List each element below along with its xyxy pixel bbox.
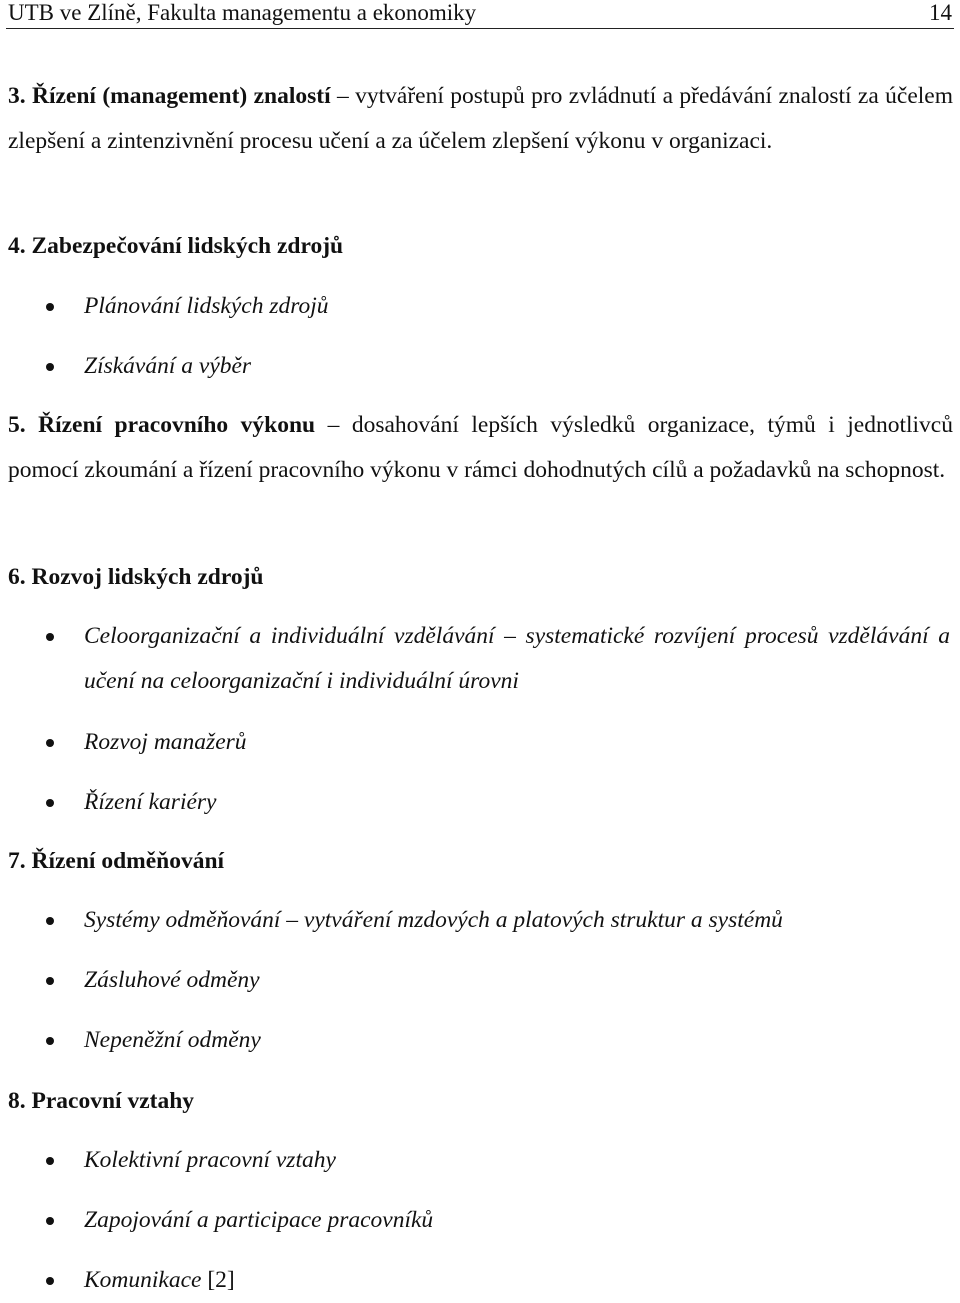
list-item-text: Nepeněžní odměny	[84, 1027, 261, 1053]
section-5-text: – dosahování lepších výsledků organizace, týmů i jednotlivců pomocí zkoumání a řízení pracovního výkonu v rámci dohodnutých cílů a požadavků na schopnost.	[8, 412, 953, 483]
header-school: UTB ve Zlíně, Fakulta managementu a ekonomiky	[8, 0, 477, 25]
list-item-text: Zapojování a participace pracovníků	[84, 1207, 434, 1233]
bullet-icon	[46, 1037, 54, 1045]
list-item-text: Zásluhové odměny	[84, 967, 260, 993]
section-7-title: 7. Řízení odměňování	[8, 848, 225, 874]
section-5-title: 5. Řízení pracovního výkonu	[8, 412, 316, 438]
bullet-icon	[46, 1217, 54, 1225]
list-item-text: Řízení kariéry	[84, 789, 217, 815]
bullet-icon	[46, 739, 54, 747]
bullet-icon	[46, 1277, 54, 1285]
section-4-title: 4. Zabezpečování lidských zdrojů	[8, 233, 344, 259]
section-3-text: – vytváření postupů pro zvládnutí a předávání znalostí za účelem zlepšení a zintenzivnění procesu učení a za účelem zlepšení výkonu v organizaci.	[8, 83, 953, 154]
list-item-text: Plánování lidských zdrojů	[84, 293, 329, 319]
bullet-icon	[46, 1157, 54, 1165]
page-number: 14	[929, 0, 952, 25]
list-item-text: Celoorganizační a individuální vzdělávání – systematické rozvíjení procesů vzdělávání a učení na celoorganizační i individuální úrovni	[84, 623, 950, 694]
bullet-icon	[46, 977, 54, 985]
list-item-text: Komunikace	[84, 1267, 202, 1293]
bullet-icon	[46, 303, 54, 311]
list-item-text: Systémy odměňování – vytváření mzdových a platových struktur a systémů	[84, 907, 783, 933]
list-item-text-wrap	[84, 1258, 950, 1303]
section-3-title: 3. Řízení (management) znalostí	[8, 83, 331, 109]
list-item-text: Rozvoj manažerů	[84, 729, 247, 755]
bullet-icon	[46, 633, 54, 641]
list-item-text: Získávání a výběr	[84, 353, 252, 379]
bullet-icon	[46, 799, 54, 807]
bullet-icon	[46, 363, 54, 371]
bullet-icon	[46, 917, 54, 925]
list-item-text: Kolektivní pracovní vztahy	[84, 1147, 336, 1173]
section-3-paragraph	[8, 74, 953, 164]
section-8-title: 8. Pracovní vztahy	[8, 1088, 195, 1114]
citation: [2]	[207, 1267, 235, 1293]
page-header	[6, 0, 954, 29]
section-5-paragraph	[8, 403, 953, 493]
section-6-title: 6. Rozvoj lidských zdrojů	[8, 564, 264, 590]
